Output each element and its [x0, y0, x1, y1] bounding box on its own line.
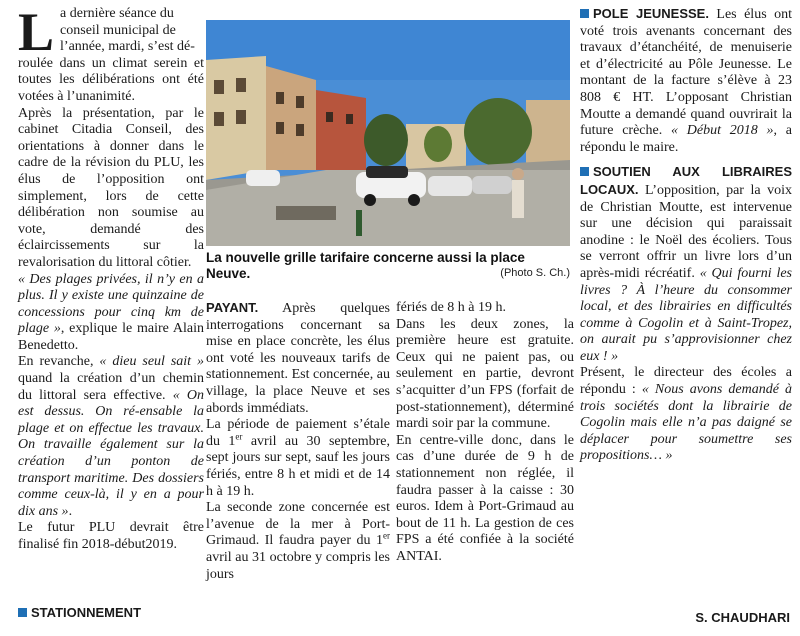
- director-paragraph: [580, 365, 792, 465]
- intro-line-2: conseil municipal de: [60, 22, 176, 38]
- parking-section-label: STATIONNEMENT: [31, 605, 142, 620]
- director-text: Présent, le directeur des écoles a répondu :: [580, 365, 792, 398]
- period-text-b: avril au 30 septembre, sept jours sur sept, sauf les jours fériés, entre 8 h et midi et de 14 h à 19 h.: [206, 433, 390, 499]
- fps-paragraph: En centre-ville donc, dans le cas d’une durée de 9 h de stationnement non réglée, il faudra passer à la caisse : 30 euros. Idem à Port-Grimaud au bout de 11 h. La gestion de ces FPS a été confiée à la société ANTAI.: [396, 432, 574, 564]
- period-text-a: La période de paiement s’étale du 1: [206, 417, 390, 449]
- paying-paragraph: [206, 300, 390, 417]
- youth-text: Les élus ont voté trois avenants concernant des travaux d’étanchéité, de menuiserie et d’électricité au Pôle Jeunesse. Le montant de la facture s’élève à 23 808 € HT. L’opposant Christian Moutte a demandé quand ouvrirait la future crèche.: [580, 7, 793, 139]
- beach-quote-paragraph: [18, 272, 204, 355]
- youth-tail: , a répondu le maire.: [580, 123, 792, 155]
- zone-text-b: avril au 31 octobre y compris les jours: [206, 549, 390, 582]
- article-photo: [206, 20, 570, 246]
- zone-text-a: La seconde zone concernée est l’avenue de la mer à Port-Grimaud. Il faudra payer du 1: [206, 500, 390, 549]
- coastal-text-b: quand la création d’un chemin du littoral sera effective.: [18, 371, 204, 403]
- square-bullet-icon: [18, 608, 27, 617]
- beach-quote-tail: , explique le maire Alain Benedetto.: [18, 321, 205, 353]
- paying-head: PAYANT.: [206, 300, 259, 315]
- square-street-illustration: [206, 20, 570, 246]
- beach-quote: « Des plages privées, il n’y en a plus. Il y existe une quinzaine de concessions pour cinq km de plage »: [18, 271, 204, 337]
- bookshop-paragraph: [580, 164, 792, 365]
- parking-section-head: [18, 605, 204, 620]
- intro-line-3: l’année, mardi, s’est dé-: [60, 39, 195, 55]
- photo-credit: (Photo S. Ch.): [500, 267, 570, 279]
- photo-caption: La nouvelle grille tarifaire concerne aussi la place Neuve.: [206, 250, 525, 281]
- bookshop-head: SOUTIEN AUX LIBRAIRES LOCAUX.: [580, 164, 792, 197]
- article-column-2: [206, 300, 390, 583]
- period-sup: er: [235, 431, 243, 442]
- author-signature: S. CHAUDHARI: [695, 610, 790, 625]
- intro-line-4: roulée dans un climat serein et toutes les délibérations ont été votées à l’unanimité.: [18, 55, 204, 104]
- article-column-3: [396, 300, 574, 566]
- article-column-4: [580, 6, 792, 465]
- youth-head: POLE JEUNESSE.: [593, 6, 709, 21]
- works-quote-tail: .: [68, 503, 73, 519]
- works-quote: « On est dessus. On ré-ensable la plage et on effectue les travaux. On travaille également sur la création d’un ponton de transport maritime. Des dossiers comme ceux-là, il y en a pour dix ans »: [18, 387, 204, 519]
- bookshop-text: L’opposition, par la voix de Christian Moutte, est intervenue sur une décision qui paraissait anodine : le Noël des écoliers. Tous se verront offrir un livre lors d’un après-midi récréatif.: [580, 182, 792, 281]
- free-hour-paragraph: Dans les deux zones, la première heure est gratuite. Ceux qui ne paient pas, ou seulement en partie, devront s’acquitter d’un FPS (forfait de post-stationnement), déterminé mardi soir par la commune.: [396, 316, 574, 432]
- plu-paragraph: Le futur PLU devrait être finalisé fin 2018-début2019.: [18, 520, 204, 552]
- paying-text: Après quelques interrogations concernant sa mise en place concrète, les élus ont voté les nouveaux tarifs de stationnement. Est concernée, au village, la place Neuve et ses abords immédiats.: [206, 301, 390, 416]
- second-zone-paragraph: [206, 500, 390, 583]
- square-bullet-icon: [580, 167, 589, 176]
- drop-cap: L: [18, 2, 55, 62]
- holidays-paragraph: fériés de 8 h à 19 h.: [396, 300, 507, 315]
- god-knows-quote: « dieu seul sait »: [99, 354, 204, 370]
- bookshop-quote: « Qui fourni les livres ? À l’heure du consommer local, et des librairies en difficultés comme à Cogolin et à Saint-Tropez, on aurait pu s’approvisionner chez eux ! »: [580, 265, 792, 364]
- zone-sup: er: [383, 530, 390, 541]
- director-quote: « Nous avons demandé à trois sociétés dont la librairie de Cogolin mais elle n’a pas daigné se déplacer pour soumettre ses propositions… »: [580, 382, 792, 464]
- youth-quote: « Début 2018 »: [670, 123, 774, 139]
- youth-paragraph: [580, 6, 792, 156]
- intro-line-1: a dernière séance du: [60, 6, 174, 21]
- article-column-1: [18, 2, 205, 554]
- square-bullet-icon: [580, 9, 589, 18]
- coastal-text-a: En revanche,: [18, 354, 100, 370]
- period-paragraph: [206, 417, 390, 500]
- coastal-path-paragraph: [18, 354, 204, 520]
- presentation-paragraph: Après la présentation, par le cabinet Citadia Conseil, des orientations à donner dans le cadre de la révision du PLU, les élus de l’opposition ont simplement, lors de cette délibération non soumise au vote, demandé des éclaircissements sur la revalorisation du littoral côtier.: [18, 105, 204, 270]
